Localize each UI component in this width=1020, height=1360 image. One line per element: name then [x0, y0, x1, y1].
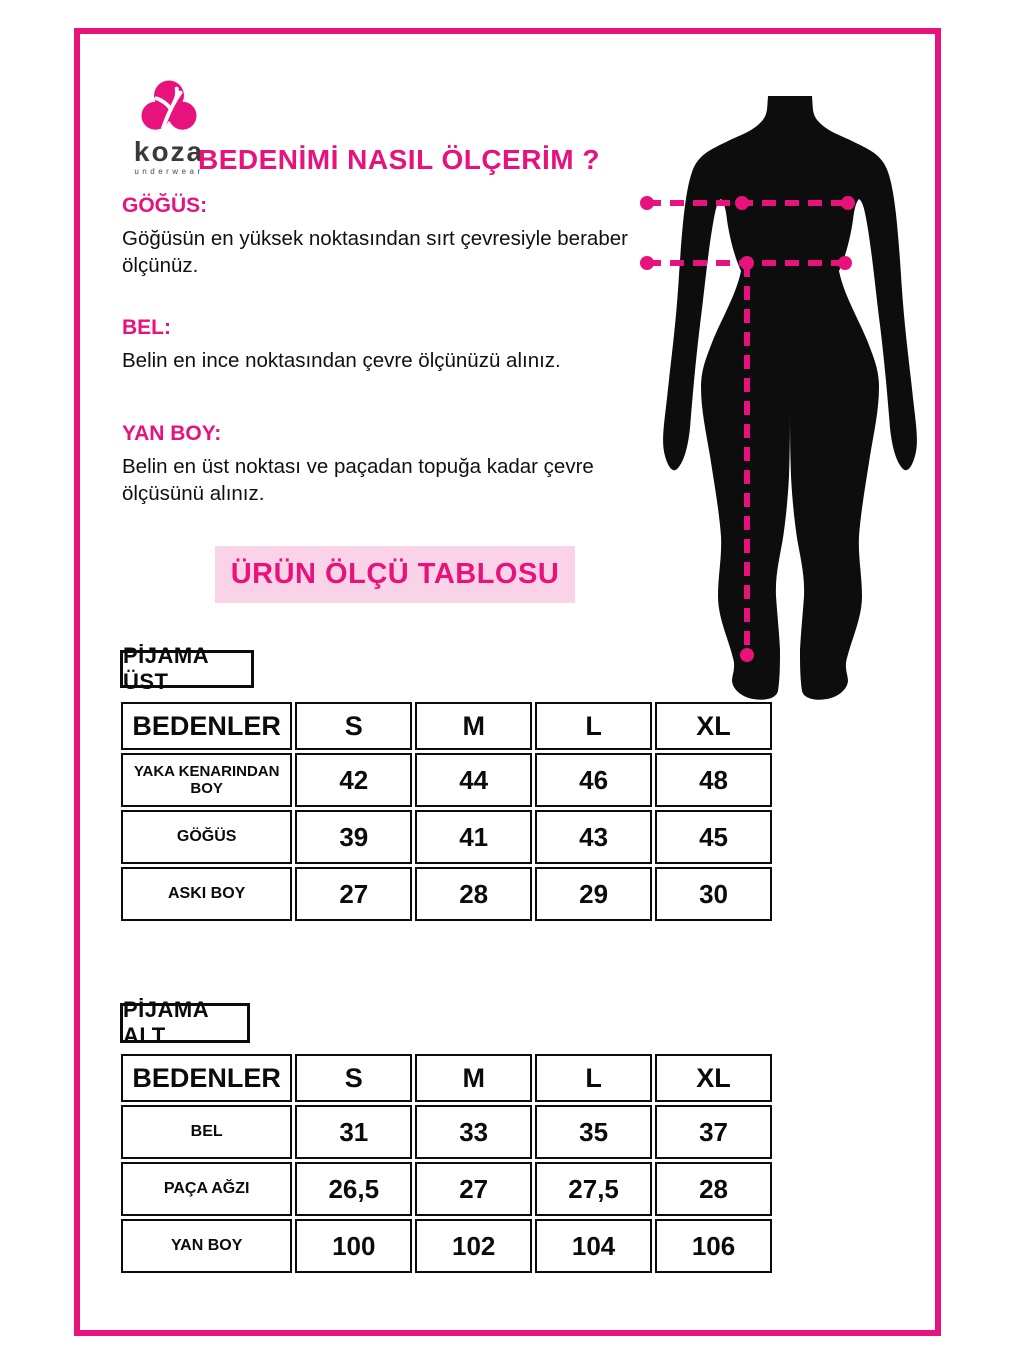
header-bedenler: BEDENLER — [121, 1054, 292, 1102]
cell-value: 46 — [535, 753, 652, 807]
instruction-bel — [122, 316, 632, 374]
cell-value: 106 — [655, 1219, 772, 1273]
row-label: BEL — [121, 1105, 292, 1159]
instruction-body: Göğüsün en yüksek noktasından sırt çevresiyle beraber ölçünüz. — [122, 227, 628, 278]
header-size-l: L — [535, 1054, 652, 1102]
cell-value: 31 — [295, 1105, 412, 1159]
table-header-row — [121, 1054, 772, 1102]
row-label: YAKA KENARINDAN BOY — [121, 753, 292, 807]
table-row — [121, 753, 772, 807]
instruction-gogus — [122, 194, 632, 279]
table-header-row — [121, 702, 772, 750]
table-row — [121, 810, 772, 864]
pijama-alt-table — [118, 1051, 775, 1276]
header-size-s: S — [295, 1054, 412, 1102]
brand-subtitle: underwear — [134, 167, 204, 176]
instruction-heading: GÖĞÜS: — [122, 194, 208, 217]
cell-value: 48 — [655, 753, 772, 807]
banner-label: ÜRÜN ÖLÇÜ TABLOSU — [230, 558, 560, 590]
cell-value: 35 — [535, 1105, 652, 1159]
cell-value: 27 — [295, 867, 412, 921]
header-size-xl: XL — [655, 1054, 772, 1102]
table-row — [121, 1105, 772, 1159]
cell-value: 27,5 — [535, 1162, 652, 1216]
cell-value: 100 — [295, 1219, 412, 1273]
body-shape — [663, 96, 917, 700]
table-row — [121, 1219, 772, 1273]
cell-value: 104 — [535, 1219, 652, 1273]
row-label: PAÇA AĞZI — [121, 1162, 292, 1216]
female-body-silhouette — [640, 90, 940, 710]
header-size-m: M — [415, 1054, 532, 1102]
instruction-yan-boy — [122, 422, 632, 507]
cell-value: 41 — [415, 810, 532, 864]
row-label: ASKI BOY — [121, 867, 292, 921]
instruction-body: Belin en ince noktasından çevre ölçünüzü alınız. — [122, 349, 561, 372]
cell-value: 43 — [535, 810, 652, 864]
cell-value: 28 — [415, 867, 532, 921]
header-size-m: M — [415, 702, 532, 750]
size-table-banner — [215, 546, 575, 603]
header-size-l: L — [535, 702, 652, 750]
cell-value: 39 — [295, 810, 412, 864]
header-size-s: S — [295, 702, 412, 750]
cell-value: 26,5 — [295, 1162, 412, 1216]
koza-clover-icon — [138, 80, 200, 136]
table-row — [121, 1162, 772, 1216]
instruction-body: Belin en üst noktası ve paçadan topuğa kadar çevre ölçüsünü alınız. — [122, 455, 594, 506]
cell-value: 29 — [535, 867, 652, 921]
cell-value: 33 — [415, 1105, 532, 1159]
cell-value: 102 — [415, 1219, 532, 1273]
cell-value: 44 — [415, 753, 532, 807]
page-title: BEDENİMİ NASIL ÖLÇERİM ? — [198, 144, 600, 175]
cell-value: 28 — [655, 1162, 772, 1216]
header-bedenler: BEDENLER — [121, 702, 292, 750]
row-label: GÖĞÜS — [121, 810, 292, 864]
brand-name: koza — [133, 136, 205, 167]
table-title-pijama-alt: PİJAMA ALT — [120, 1003, 250, 1043]
instruction-heading: YAN BOY: — [122, 422, 222, 445]
cell-value: 45 — [655, 810, 772, 864]
cell-value: 37 — [655, 1105, 772, 1159]
instruction-heading: BEL: — [122, 316, 171, 339]
cell-value: 42 — [295, 753, 412, 807]
cell-value: 27 — [415, 1162, 532, 1216]
row-label: YAN BOY — [121, 1219, 292, 1273]
pijama-ust-table — [118, 699, 775, 924]
header-size-xl: XL — [655, 702, 772, 750]
cell-value: 30 — [655, 867, 772, 921]
table-row — [121, 867, 772, 921]
table-title-pijama-ust: PİJAMA ÜST — [120, 650, 254, 688]
